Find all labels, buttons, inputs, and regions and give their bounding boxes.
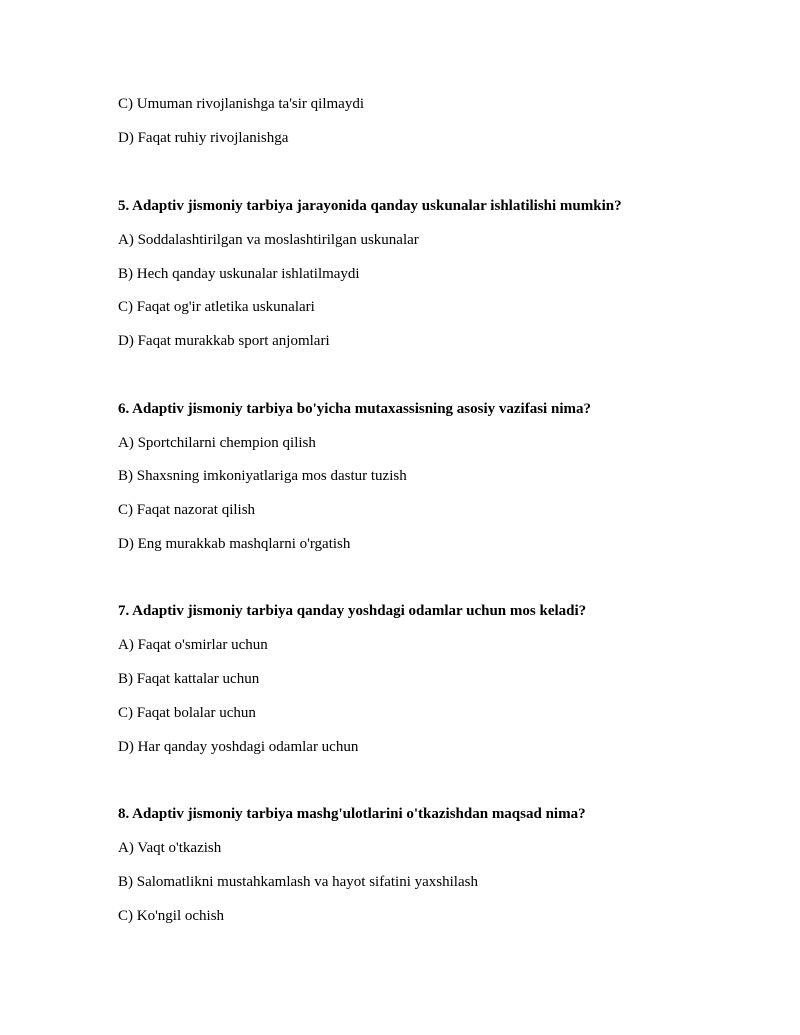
q4-option-c: C) Umuman rivojlanishga ta'sir qilmaydi	[118, 96, 364, 112]
q7-option-c: C) Faqat bolalar uchun	[118, 705, 256, 721]
q5-option-a: A) Soddalashtirilgan va moslashtirilgan uskunalar	[118, 232, 419, 248]
question-5: 5. Adaptiv jismoniy tarbiya jarayonida qanday uskunalar ishlatilishi mumkin?	[118, 198, 622, 214]
q5-option-d: D) Faqat murakkab sport anjomlari	[118, 333, 330, 349]
question-7: 7. Adaptiv jismoniy tarbiya qanday yoshdagi odamlar uchun mos keladi?	[118, 603, 587, 619]
question-6: 6. Adaptiv jismoniy tarbiya bo'yicha mutaxassisning asosiy vazifasi nima?	[118, 401, 591, 417]
q6-option-b: B) Shaxsning imkoniyatlariga mos dastur tuzish	[118, 468, 407, 484]
q5-option-b: B) Hech qanday uskunalar ishlatilmaydi	[118, 266, 360, 282]
q4-option-d: D) Faqat ruhiy rivojlanishga	[118, 130, 289, 146]
question-8: 8. Adaptiv jismoniy tarbiya mashg'ulotlarini o'tkazishdan maqsad nima?	[118, 806, 586, 822]
q6-option-a: A) Sportchilarni chempion qilish	[118, 435, 316, 451]
q6-option-c: C) Faqat nazorat qilish	[118, 502, 256, 518]
q8-option-c: C) Ko'ngil ochish	[118, 908, 225, 924]
q6-option-d: D) Eng murakkab mashqlarni o'rgatish	[118, 536, 351, 552]
q7-option-d: D) Har qanday yoshdagi odamlar uchun	[118, 739, 359, 755]
q8-option-b: B) Salomatlikni mustahkamlash va hayot sifatini yaxshilash	[118, 874, 478, 890]
q7-option-a: A) Faqat o'smirlar uchun	[118, 637, 268, 653]
q7-option-b: B) Faqat kattalar uchun	[118, 671, 260, 687]
q8-option-a: A) Vaqt o'tkazish	[118, 840, 222, 856]
q5-option-c: C) Faqat og'ir atletika uskunalari	[118, 299, 315, 315]
